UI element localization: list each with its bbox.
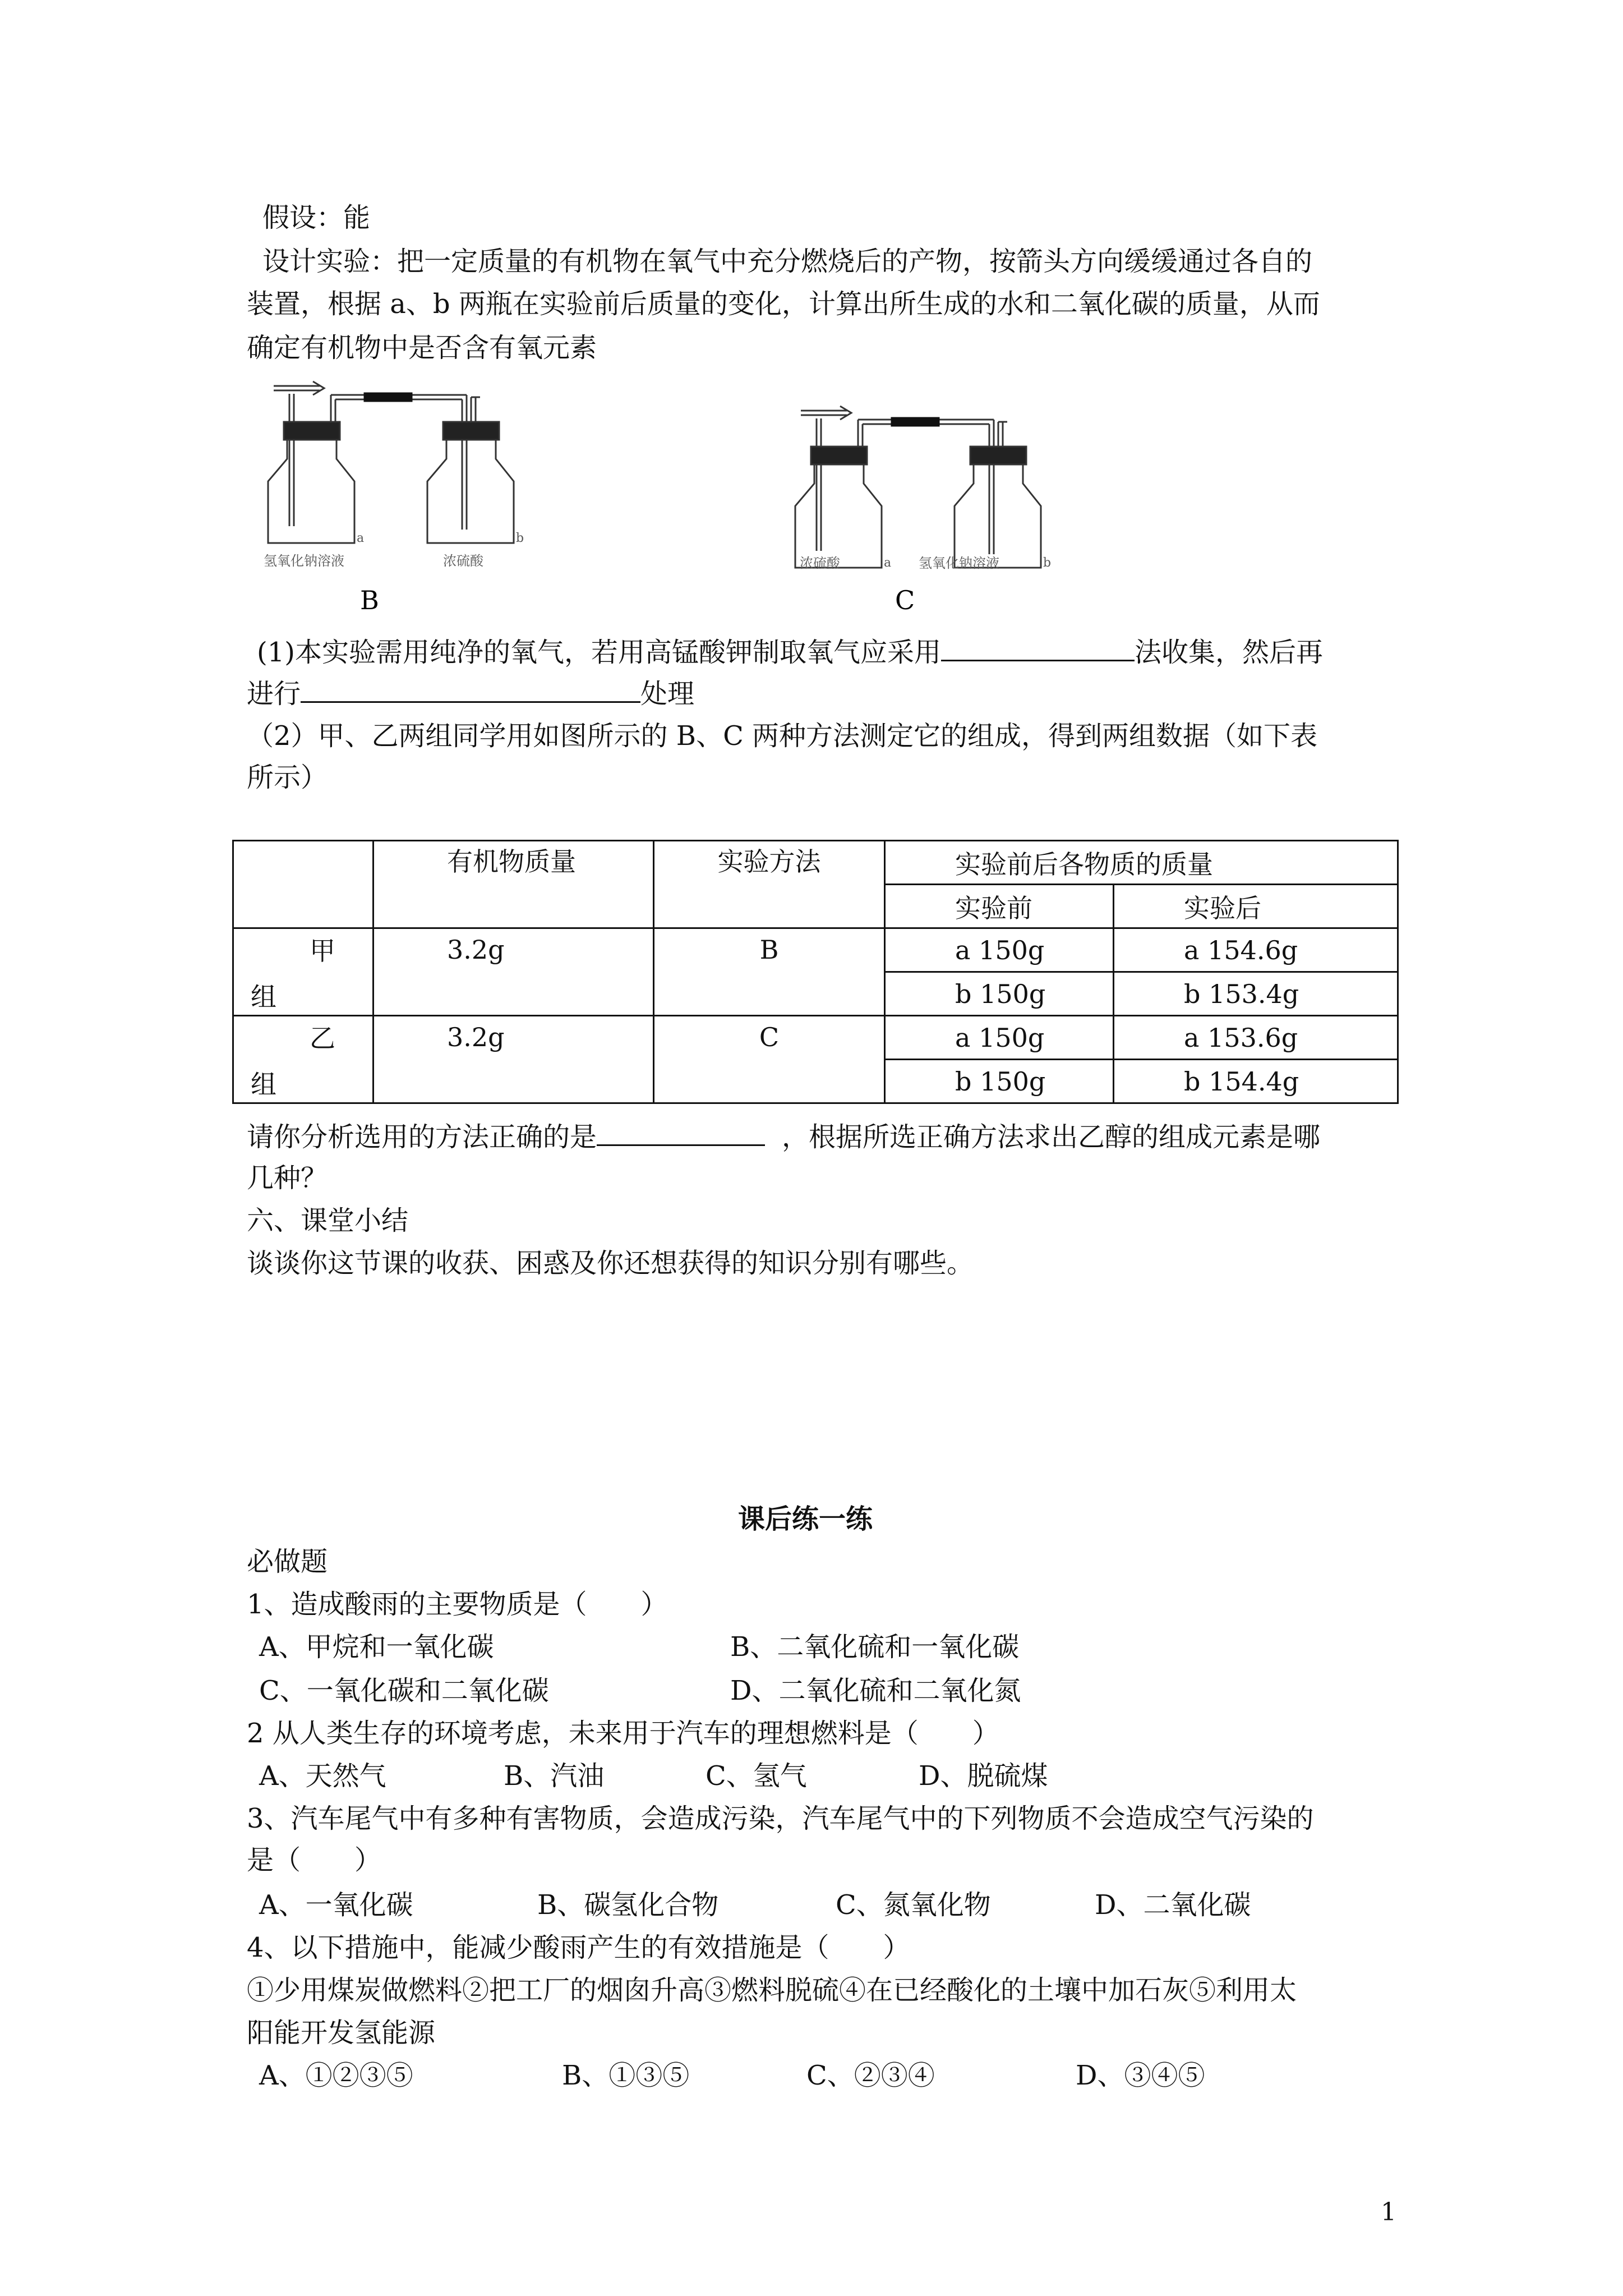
hypothesis-text: 假设：能 bbox=[262, 202, 371, 233]
table-header-blank bbox=[233, 841, 374, 928]
practice-q1-option-c[interactable]: C、一氧化碳和二氧化碳 bbox=[259, 1675, 549, 1706]
table-cell-before-b: b 150g bbox=[885, 1060, 1114, 1103]
answer-blank-treatment[interactable] bbox=[301, 677, 640, 703]
analysis-text-a: 请你分析选用的方法正确的是 bbox=[247, 1121, 597, 1153]
table-cell-before-a: a 150g bbox=[885, 1016, 1114, 1060]
practice-q4-option-a[interactable]: A、①②③⑤ bbox=[259, 2060, 413, 2091]
group-label-bottom: 组 bbox=[251, 1069, 276, 1099]
answer-blank-method[interactable] bbox=[597, 1120, 765, 1146]
summary-text: 谈谈你这节课的收获、困惑及你还想获得的知识分别有哪些。 bbox=[247, 1248, 974, 1279]
apparatus-figure bbox=[236, 375, 1077, 622]
practice-q2-option-a[interactable]: A、天然气 bbox=[259, 1760, 386, 1792]
question-1-line-1 bbox=[257, 635, 1323, 669]
setup-b-label: B bbox=[360, 585, 379, 615]
design-line-2: 装置，根据 a、b 两瓶在实验前后质量的变化，计算出所生成的水和二氧化碳的质量，从而 bbox=[247, 288, 1320, 320]
practice-q1-option-d[interactable]: D、二氧化硫和二氧化氮 bbox=[730, 1675, 1021, 1706]
table-cell-group bbox=[233, 928, 374, 1016]
required-heading: 必做题 bbox=[247, 1546, 328, 1577]
practice-q4-items-2: 阳能开发氢能源 bbox=[247, 2017, 436, 2049]
analysis-line-2: 几种？ bbox=[247, 1162, 328, 1194]
experiment-data-table bbox=[232, 840, 1399, 1104]
table-cell-method: B bbox=[654, 928, 885, 1016]
question-1-text-c: 进行 bbox=[247, 678, 301, 710]
table-header-method: 实验方法 bbox=[654, 841, 885, 928]
setup-c-mark-b: b bbox=[1043, 556, 1052, 570]
practice-q4-items-1: ①少用煤炭做燃料②把工厂的烟囱升高③燃料脱硫④在已经酸化的土壤中加石灰⑤利用太 bbox=[247, 1975, 1297, 2006]
setup-b-mark-a: a bbox=[357, 531, 365, 545]
table-cell-before-b: b 150g bbox=[885, 972, 1114, 1016]
table-header-after: 实验后 bbox=[1114, 885, 1398, 928]
setup-c-reagent-b: 氢氧化钠溶液 bbox=[919, 555, 999, 571]
design-line-3: 确定有机物中是否含有氧元素 bbox=[247, 332, 597, 364]
page-number: 1 bbox=[1381, 2198, 1396, 2226]
practice-q1-stem: 1、造成酸雨的主要物质是（ ） bbox=[247, 1589, 668, 1620]
table-cell-after-b: b 153.4g bbox=[1114, 972, 1398, 1016]
table-cell-mass: 3.2g bbox=[374, 928, 654, 1016]
table-cell-group bbox=[233, 1016, 374, 1103]
practice-q4-option-d[interactable]: D、③④⑤ bbox=[1076, 2060, 1205, 2091]
practice-q1-option-b[interactable]: B、二氧化硫和一氧化碳 bbox=[730, 1631, 1020, 1663]
setup-b-mark-b: b bbox=[516, 531, 524, 545]
setup-c-apparatus bbox=[795, 406, 1041, 568]
question-2-line-2: 所示） bbox=[247, 762, 328, 793]
setup-c-label: C bbox=[895, 585, 915, 615]
table-cell-mass: 3.2g bbox=[374, 1016, 654, 1103]
practice-q3-stem-2: 是（ ） bbox=[247, 1844, 382, 1876]
setup-c-reagent-a: 浓硫酸 bbox=[800, 555, 840, 571]
table-cell-method: C bbox=[654, 1016, 885, 1103]
practice-q4-option-c[interactable]: C、②③④ bbox=[806, 2060, 935, 2091]
design-line-1: 设计实验：把一定质量的有机物在氧气中充分燃烧后的产物，按箭头方向缓缓通过各自的 bbox=[262, 246, 1313, 277]
table-header-mass: 有机物质量 bbox=[374, 841, 654, 928]
answer-blank-collection-method[interactable] bbox=[941, 635, 1135, 661]
table-cell-after-a: a 154.6g bbox=[1114, 928, 1398, 972]
practice-q3-option-b[interactable]: B、碳氢化合物 bbox=[537, 1889, 719, 1921]
table-cell-after-b: b 154.4g bbox=[1114, 1060, 1398, 1103]
summary-heading: 六、课堂小结 bbox=[247, 1205, 409, 1236]
setup-c-mark-a: a bbox=[884, 556, 892, 570]
practice-q3-option-c[interactable]: C、氮氧化物 bbox=[836, 1889, 991, 1921]
practice-q3-option-d[interactable]: D、二氧化碳 bbox=[1095, 1889, 1251, 1921]
question-1-text-a: (1)本实验需用纯净的氧气，若用高锰酸钾制取氧气应采用 bbox=[257, 637, 941, 668]
table-row bbox=[233, 1016, 1398, 1060]
group-label-bottom: 组 bbox=[251, 981, 276, 1012]
table-header-before: 实验前 bbox=[885, 885, 1114, 928]
practice-q4-option-b[interactable]: B、①③⑤ bbox=[562, 2060, 690, 2091]
practice-q2-stem: 2 从人类生存的环境考虑，未来用于汽车的理想燃料是（ ） bbox=[247, 1718, 999, 1749]
table-cell-after-a: a 153.6g bbox=[1114, 1016, 1398, 1060]
analysis-text-b: ，根据所选正确方法求出乙醇的组成元素是哪 bbox=[782, 1121, 1321, 1153]
group-label-top: 甲 bbox=[310, 935, 335, 966]
practice-q2-option-b[interactable]: B、汽油 bbox=[504, 1760, 605, 1792]
practice-q1-option-a[interactable]: A、甲烷和一氧化碳 bbox=[259, 1631, 494, 1663]
analysis-line-1 bbox=[247, 1120, 1320, 1154]
question-2-line-1: （2）甲、乙两组同学用如图所示的 B、C 两种方法测定它的组成，得到两组数据（如下表 bbox=[247, 720, 1318, 752]
table-header-change: 实验前后各物质的质量 bbox=[885, 841, 1398, 885]
setup-b-reagent-a: 氢氧化钠溶液 bbox=[264, 553, 344, 569]
practice-q2-option-d[interactable]: D、脱硫煤 bbox=[919, 1760, 1048, 1792]
question-1-line-2 bbox=[247, 677, 694, 711]
group-label-top: 乙 bbox=[310, 1023, 335, 1053]
practice-title: 课后练一练 bbox=[738, 1503, 873, 1535]
practice-q4-stem: 4、以下措施中，能减少酸雨产生的有效措施是（ ） bbox=[247, 1932, 910, 1963]
setup-b-reagent-b: 浓硫酸 bbox=[443, 553, 483, 569]
question-1-text-b: 法收集，然后再 bbox=[1135, 637, 1324, 668]
question-1-text-d: 处理 bbox=[640, 678, 695, 710]
practice-q3-stem-1: 3、汽车尾气中有多种有害物质，会造成污染，汽车尾气中的下列物质不会造成空气污染的 bbox=[247, 1803, 1314, 1834]
setup-b-apparatus bbox=[268, 381, 514, 543]
practice-q2-option-c[interactable]: C、氢气 bbox=[706, 1760, 807, 1792]
table-cell-before-a: a 150g bbox=[885, 928, 1114, 972]
practice-q3-option-a[interactable]: A、一氧化碳 bbox=[259, 1889, 413, 1921]
table-row bbox=[233, 928, 1398, 972]
